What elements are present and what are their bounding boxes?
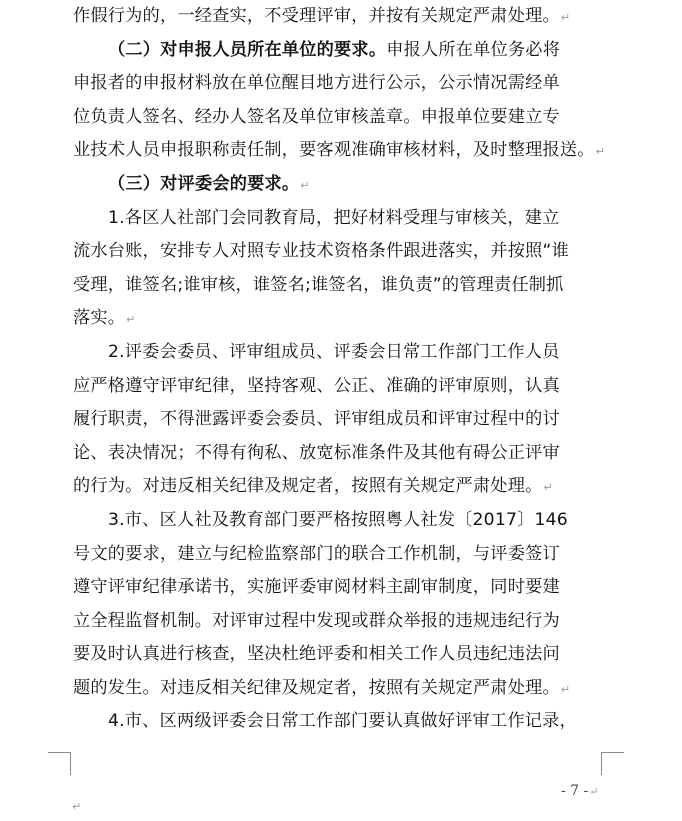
line-text: 落实。 (73, 308, 126, 329)
line-text: 流水台账，安排专人对照专业技术资格条件跟进落实，并按照“谁 (73, 241, 569, 262)
line-text: 履行职责，不得泄露评委会委员、评审组成员和评审过程中的讨 (73, 409, 560, 430)
page-number (561, 783, 599, 799)
text-line (73, 638, 613, 672)
line-text: 立全程监督机制。对评审过程中发现或群众举报的违规违纪行为 (73, 610, 560, 631)
text-line (73, 370, 613, 404)
text-line (73, 437, 613, 471)
text-line (73, 672, 613, 706)
line-text: 4.市、区两级评委会日常工作部门要认真做好评审工作记录， (108, 711, 577, 732)
paragraph-mark-icon: ↵ (300, 178, 310, 192)
text-line (73, 403, 613, 437)
line-text: 应严格遵守评审纪律，坚持客观、公正、准确的评审原则，认真 (73, 375, 560, 396)
line-text: 要及时认真进行核查，坚决杜绝评委和相关工作人员违纪违法问 (73, 644, 560, 665)
text-line (73, 34, 613, 68)
paragraph-mark-icon: ↵ (560, 682, 571, 696)
body-text (73, 0, 613, 739)
page-number-text: - 7 - (561, 783, 589, 799)
line-text: 号文的要求，建立与纪检监察部门的联合工作机制，与评委签订 (73, 543, 560, 564)
line-text: 业技术人员申报职称责任制，要客观准确审核材料，及时整理报送。 (73, 140, 595, 161)
crop-mark-left (48, 752, 71, 775)
paragraph-mark-icon: ↵ (126, 313, 136, 327)
line-text: 题的发生。对违反相关纪律及规定者，按照有关规定严肃处理。 (73, 677, 560, 698)
text-line (73, 0, 613, 34)
line-text: 3.市、区人社及教育部门要严格按照粤人社发〔2017〕146 (108, 509, 568, 530)
paragraph-mark-icon: ↵ (543, 481, 553, 495)
line-text: 申报者的申报材料放在单位醒目地方进行公示，公示情况需经单 (73, 73, 560, 94)
section-heading: （三）对评委会的要求。 (108, 173, 300, 194)
section-heading: （二）对申报人员所在单位的要求。 (108, 39, 387, 60)
text-line (73, 571, 613, 605)
text-line (73, 504, 613, 538)
text-line (73, 202, 613, 236)
line-text: 论、表决情况；不得有徇私、放宽标准条件及其他有碍公正评审 (73, 442, 560, 463)
text-line (73, 134, 613, 168)
line-text: 申报人所在单位务必将 (386, 39, 561, 60)
paragraph-mark-icon: ↵ (72, 800, 82, 813)
line-text: 作假行为的，一经查实，不受理评审，并按有关规定严肃处理。 (73, 6, 560, 26)
text-line (73, 538, 613, 572)
crop-mark-right (601, 752, 624, 775)
text-line (73, 705, 613, 739)
text-line (73, 470, 613, 504)
text-line (73, 336, 613, 370)
paragraph-mark-icon: ↵ (589, 785, 599, 798)
text-line (73, 67, 613, 101)
line-text: 1.各区人社部门会同教育局，把好材料受理与审核关，建立 (108, 207, 560, 228)
paragraph-mark-icon: ↵ (595, 145, 606, 159)
text-line (73, 101, 613, 135)
paragraph-mark-icon: ↵ (560, 11, 571, 24)
line-text: 遵守评审纪律承诺书，实施评委审阅材料主副审制度，同时要建 (73, 577, 560, 598)
text-line (73, 302, 613, 336)
text-line (73, 235, 613, 269)
text-line (73, 269, 613, 303)
line-text: 2.评委会委员、评审组成员、评委会日常工作部门工作人员 (108, 341, 560, 362)
text-line (73, 605, 613, 639)
line-text: 受理，谁签名;谁审核，谁签名;谁签名，谁负责”的管理责任制抓 (73, 274, 564, 295)
line-text: 的行为。对违反相关纪律及规定者，按照有关规定严肃处理。 (73, 476, 543, 497)
line-text: 位负责人签名、经办人签名及单位审核盖章。申报单位要建立专 (73, 106, 560, 127)
text-line (73, 168, 613, 202)
